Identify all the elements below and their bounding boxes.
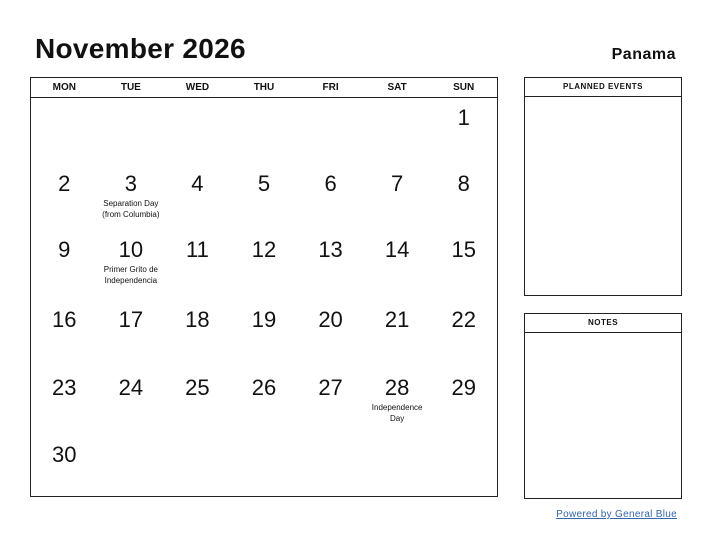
day-cell (31, 435, 98, 497)
day-cell (164, 368, 231, 435)
day-cell (31, 300, 98, 368)
day-cell (98, 164, 165, 230)
day-cell (430, 300, 497, 368)
day-cell (31, 230, 98, 300)
day-cell (164, 230, 231, 300)
day-number: 10 (118, 237, 144, 262)
day-number: 24 (118, 375, 144, 400)
day-cell (98, 435, 165, 497)
day-number: 28 (384, 375, 410, 400)
day-number: 15 (451, 237, 476, 262)
calendar-grid (30, 77, 498, 497)
day-cell (164, 164, 231, 230)
day-cell (31, 368, 98, 435)
day-cell (364, 164, 431, 230)
day-cell (297, 164, 364, 230)
day-cell (430, 98, 497, 164)
day-cell (98, 368, 165, 435)
day-cell (364, 435, 431, 497)
day-number: 26 (251, 375, 277, 400)
day-cell (297, 300, 364, 368)
day-cell (98, 230, 165, 300)
holiday-label: Independence Day (371, 403, 423, 423)
day-cell (98, 300, 165, 368)
day-cell (231, 164, 298, 230)
powered-by-link[interactable]: Powered by General Blue (556, 509, 677, 520)
day-cell (231, 435, 298, 497)
day-number: 1 (457, 105, 470, 130)
day-cell (31, 98, 98, 164)
day-number: 22 (451, 307, 476, 332)
day-number: 2 (58, 171, 71, 196)
weekday-header (31, 78, 497, 98)
day-cell (297, 230, 364, 300)
day-number: 16 (52, 307, 77, 332)
day-cell (231, 300, 298, 368)
day-number: 25 (185, 375, 210, 400)
day-cell (364, 300, 431, 368)
planned-events-heading: PLANNED EVENTS (525, 78, 681, 97)
page-title: November 2026 (35, 33, 246, 64)
day-number: 20 (318, 307, 343, 332)
day-number: 5 (257, 171, 271, 196)
day-cell (231, 230, 298, 300)
day-cell (430, 230, 497, 300)
weekday-sun: SUN (453, 82, 475, 93)
day-number: 4 (191, 171, 204, 196)
day-cell (164, 435, 231, 497)
weekday-wed: WED (185, 82, 210, 93)
day-cell (364, 230, 431, 300)
day-number: 19 (251, 307, 277, 332)
day-number: 29 (451, 375, 476, 400)
weekday-thu: THU (253, 82, 275, 93)
day-cell (231, 368, 298, 435)
day-number: 9 (58, 237, 71, 262)
day-number: 23 (52, 375, 77, 400)
day-cell (98, 98, 165, 164)
weekday-mon: MON (52, 82, 76, 93)
day-number: 7 (391, 171, 404, 196)
day-number: 13 (318, 237, 343, 262)
day-cell (164, 300, 231, 368)
day-number: 6 (324, 171, 337, 196)
day-cell (231, 98, 298, 164)
country-label: Panama (611, 46, 676, 63)
day-number: 30 (52, 442, 77, 467)
day-cell (364, 368, 431, 435)
weekday-tue: TUE (120, 82, 141, 93)
planned-events-panel (524, 77, 682, 296)
day-number: 27 (318, 375, 343, 400)
day-cell (430, 368, 497, 435)
day-number: 3 (124, 171, 137, 196)
day-cell (430, 164, 497, 230)
day-cell (164, 98, 231, 164)
holiday-label: Separation Day (from Columbia) (102, 199, 160, 219)
weekday-sat: SAT (387, 82, 407, 93)
day-number: 21 (384, 307, 410, 332)
day-number: 18 (185, 307, 210, 332)
day-number: 14 (384, 237, 410, 262)
day-number: 11 (186, 237, 209, 262)
day-cell (297, 435, 364, 497)
day-cell (297, 98, 364, 164)
holiday-label: Primer Grito de Independencia (103, 265, 158, 285)
day-cell (430, 435, 497, 497)
weekday-fri: FRI (322, 82, 339, 93)
day-number: 8 (457, 171, 470, 196)
notes-heading: NOTES (525, 314, 681, 333)
calendar-days (31, 98, 497, 497)
day-cell (31, 164, 98, 230)
day-number: 17 (118, 307, 144, 332)
notes-panel (524, 313, 682, 499)
day-number: 12 (251, 237, 277, 262)
day-cell (364, 98, 431, 164)
day-cell (297, 368, 364, 435)
